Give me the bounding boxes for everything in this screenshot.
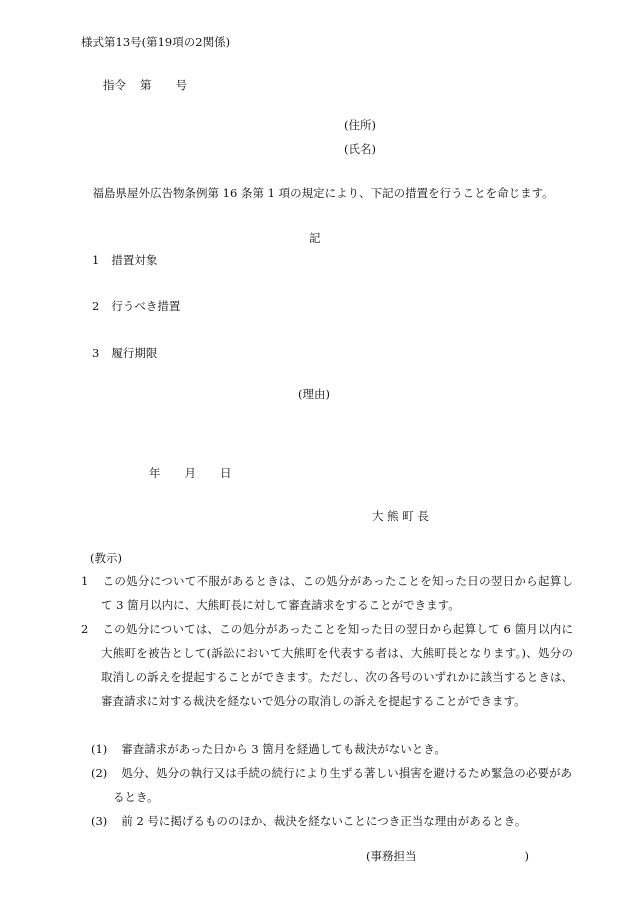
notice-paragraph-2 [81,617,573,713]
subitem-num: (1) [91,742,108,756]
date-day: 日 [220,466,232,480]
notice-paragraph-1 [81,569,573,617]
recipient-name: (氏名) [344,142,376,156]
subitem-text: 前 2 号に掲げるもののほか、裁決を経ないことにつき正当な理由があるとき。 [121,814,527,828]
item-2 [92,298,180,314]
order-dai: 第 [140,78,152,92]
item-3 [92,345,157,361]
issuer: 大 熊 町 長 [372,509,429,523]
paragraph-text: この処分について不服があるときは、この処分があったことを知った日の翌日から起算して 3 箇月以内に、大熊町長に対して審査請求をすることができます。 [101,574,573,612]
form-label: 様式第13号(第19項の2関係) [81,35,231,49]
item-1 [92,252,157,268]
preamble: 福島県屋外広告物条例第 16 条第 1 項の規定により、下記の措置を行うことを命じます。 [92,186,554,200]
contact-close: ) [524,849,529,863]
subitem-text: 処分、処分の執行又は手続の続行により生ずる著しい損害を避けるため緊急の必要があるとき。 [113,766,572,804]
subitem-1 [91,737,557,761]
date-line [149,465,232,481]
item-label: 履行期限 [111,346,158,360]
item-num: 2 [92,299,100,313]
subitem-3 [91,809,584,833]
subitem-2 [91,761,572,809]
item-num: 3 [92,346,100,360]
date-month: 月 [184,466,196,480]
paragraph-num: 1 [81,574,89,588]
paragraph-text: この処分については、この処分があったことを知った日の翌日から起算して 6 箇月以内に大熊町を被告として(訴訟において大熊町を代表する者は、大熊町長となります。)、処分の取消しの訴えを提起することができます。ただし、次の各号のいずれかに該当するときは、審査請求に対する裁決を経ないで処分の取消しの訴えを提起することができます。 [101,622,573,708]
contact-open: (事務担当 [366,849,417,863]
item-label: 措置対象 [111,253,158,267]
subitem-num: (3) [91,814,108,828]
recipient-address: (住所) [344,118,376,132]
item-num: 1 [92,253,100,267]
reason-heading: (理由) [298,387,330,401]
order-number [103,77,187,93]
subitem-num: (2) [91,766,108,780]
subitem-text: 審査請求があった日から 3 箇月を経過しても裁決がないとき。 [121,742,446,756]
order-go: 号 [175,78,187,92]
order-prefix: 指令 [103,78,126,92]
date-year: 年 [149,466,161,480]
ki-heading: 記 [309,231,321,245]
paragraph-num: 2 [81,622,89,636]
notice-heading: (教示) [90,551,122,565]
item-label: 行うべき措置 [111,299,181,313]
contact-line [366,848,529,864]
